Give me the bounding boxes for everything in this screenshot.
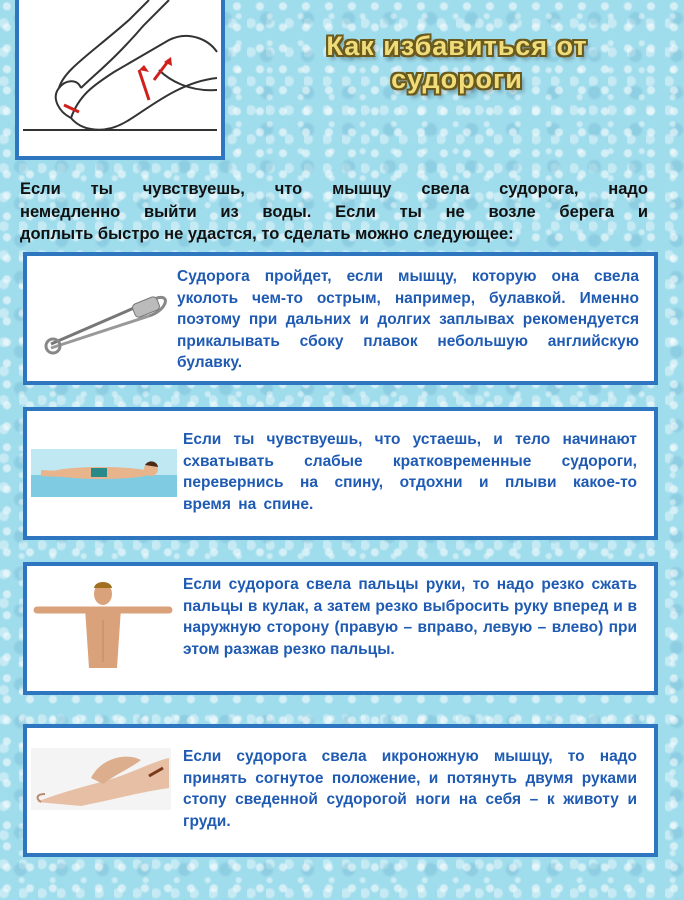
tip-text: Если ты чувствуешь, что устаешь, и тело начинают схватывать слабые кратковременные судороги, переверниcь на спину, отдохни и плыви какое-то время на спине. xyxy=(183,431,637,513)
safety-pin-icon xyxy=(37,286,177,356)
leg-stretch-icon xyxy=(19,0,221,156)
tip-text: Судорога пройдет, если мышцу, которую она свела уколоть чем-то острым, например, булавкой. Именно поэтому при дальних и долгих заплывах рекомендуется прикалывать сбоку плавок небольшую английскую булавку. xyxy=(177,268,639,371)
tip-card-fingers-cramp xyxy=(23,562,658,695)
leg-cramp-illustration xyxy=(15,0,225,160)
intro-line-2: немедленно выйти из воды. Если ты не возле берега и xyxy=(20,202,648,221)
tip-card-back-swimming xyxy=(23,407,658,540)
tip-text: Если судорога свела пальцы руки, то надо резко сжать пальцы в кулак, а затем резко выбросить руку вперед и в наружную сторону (правую – вправо, левую – влево) при этом разжав резко пальцы. xyxy=(183,576,637,658)
tip-text: Если судорога свела икроножную мышцу, то надо принять согнутое положение, и потянуть двумя руками стопу сведенной судорогой ноги на себя – к животу и груди. xyxy=(183,748,637,830)
back-swimmer-icon xyxy=(31,449,177,497)
hands-on-calf-icon xyxy=(31,748,171,810)
title-line-2: судороги xyxy=(391,64,523,94)
intro-line-3: доплыть быстро не удастся, то сделать можно следующее: xyxy=(20,225,514,243)
man-arms-outstretched-icon xyxy=(33,580,173,668)
tip-card-calf-cramp xyxy=(23,724,658,857)
intro-line-1: Если ты чувствуешь, что мышцу свела судорога, надо xyxy=(20,180,648,198)
page-title xyxy=(262,30,652,96)
tip-card-safety-pin xyxy=(23,252,658,385)
title-line-1: Как избавиться от xyxy=(326,31,588,61)
intro-paragraph xyxy=(20,178,648,246)
